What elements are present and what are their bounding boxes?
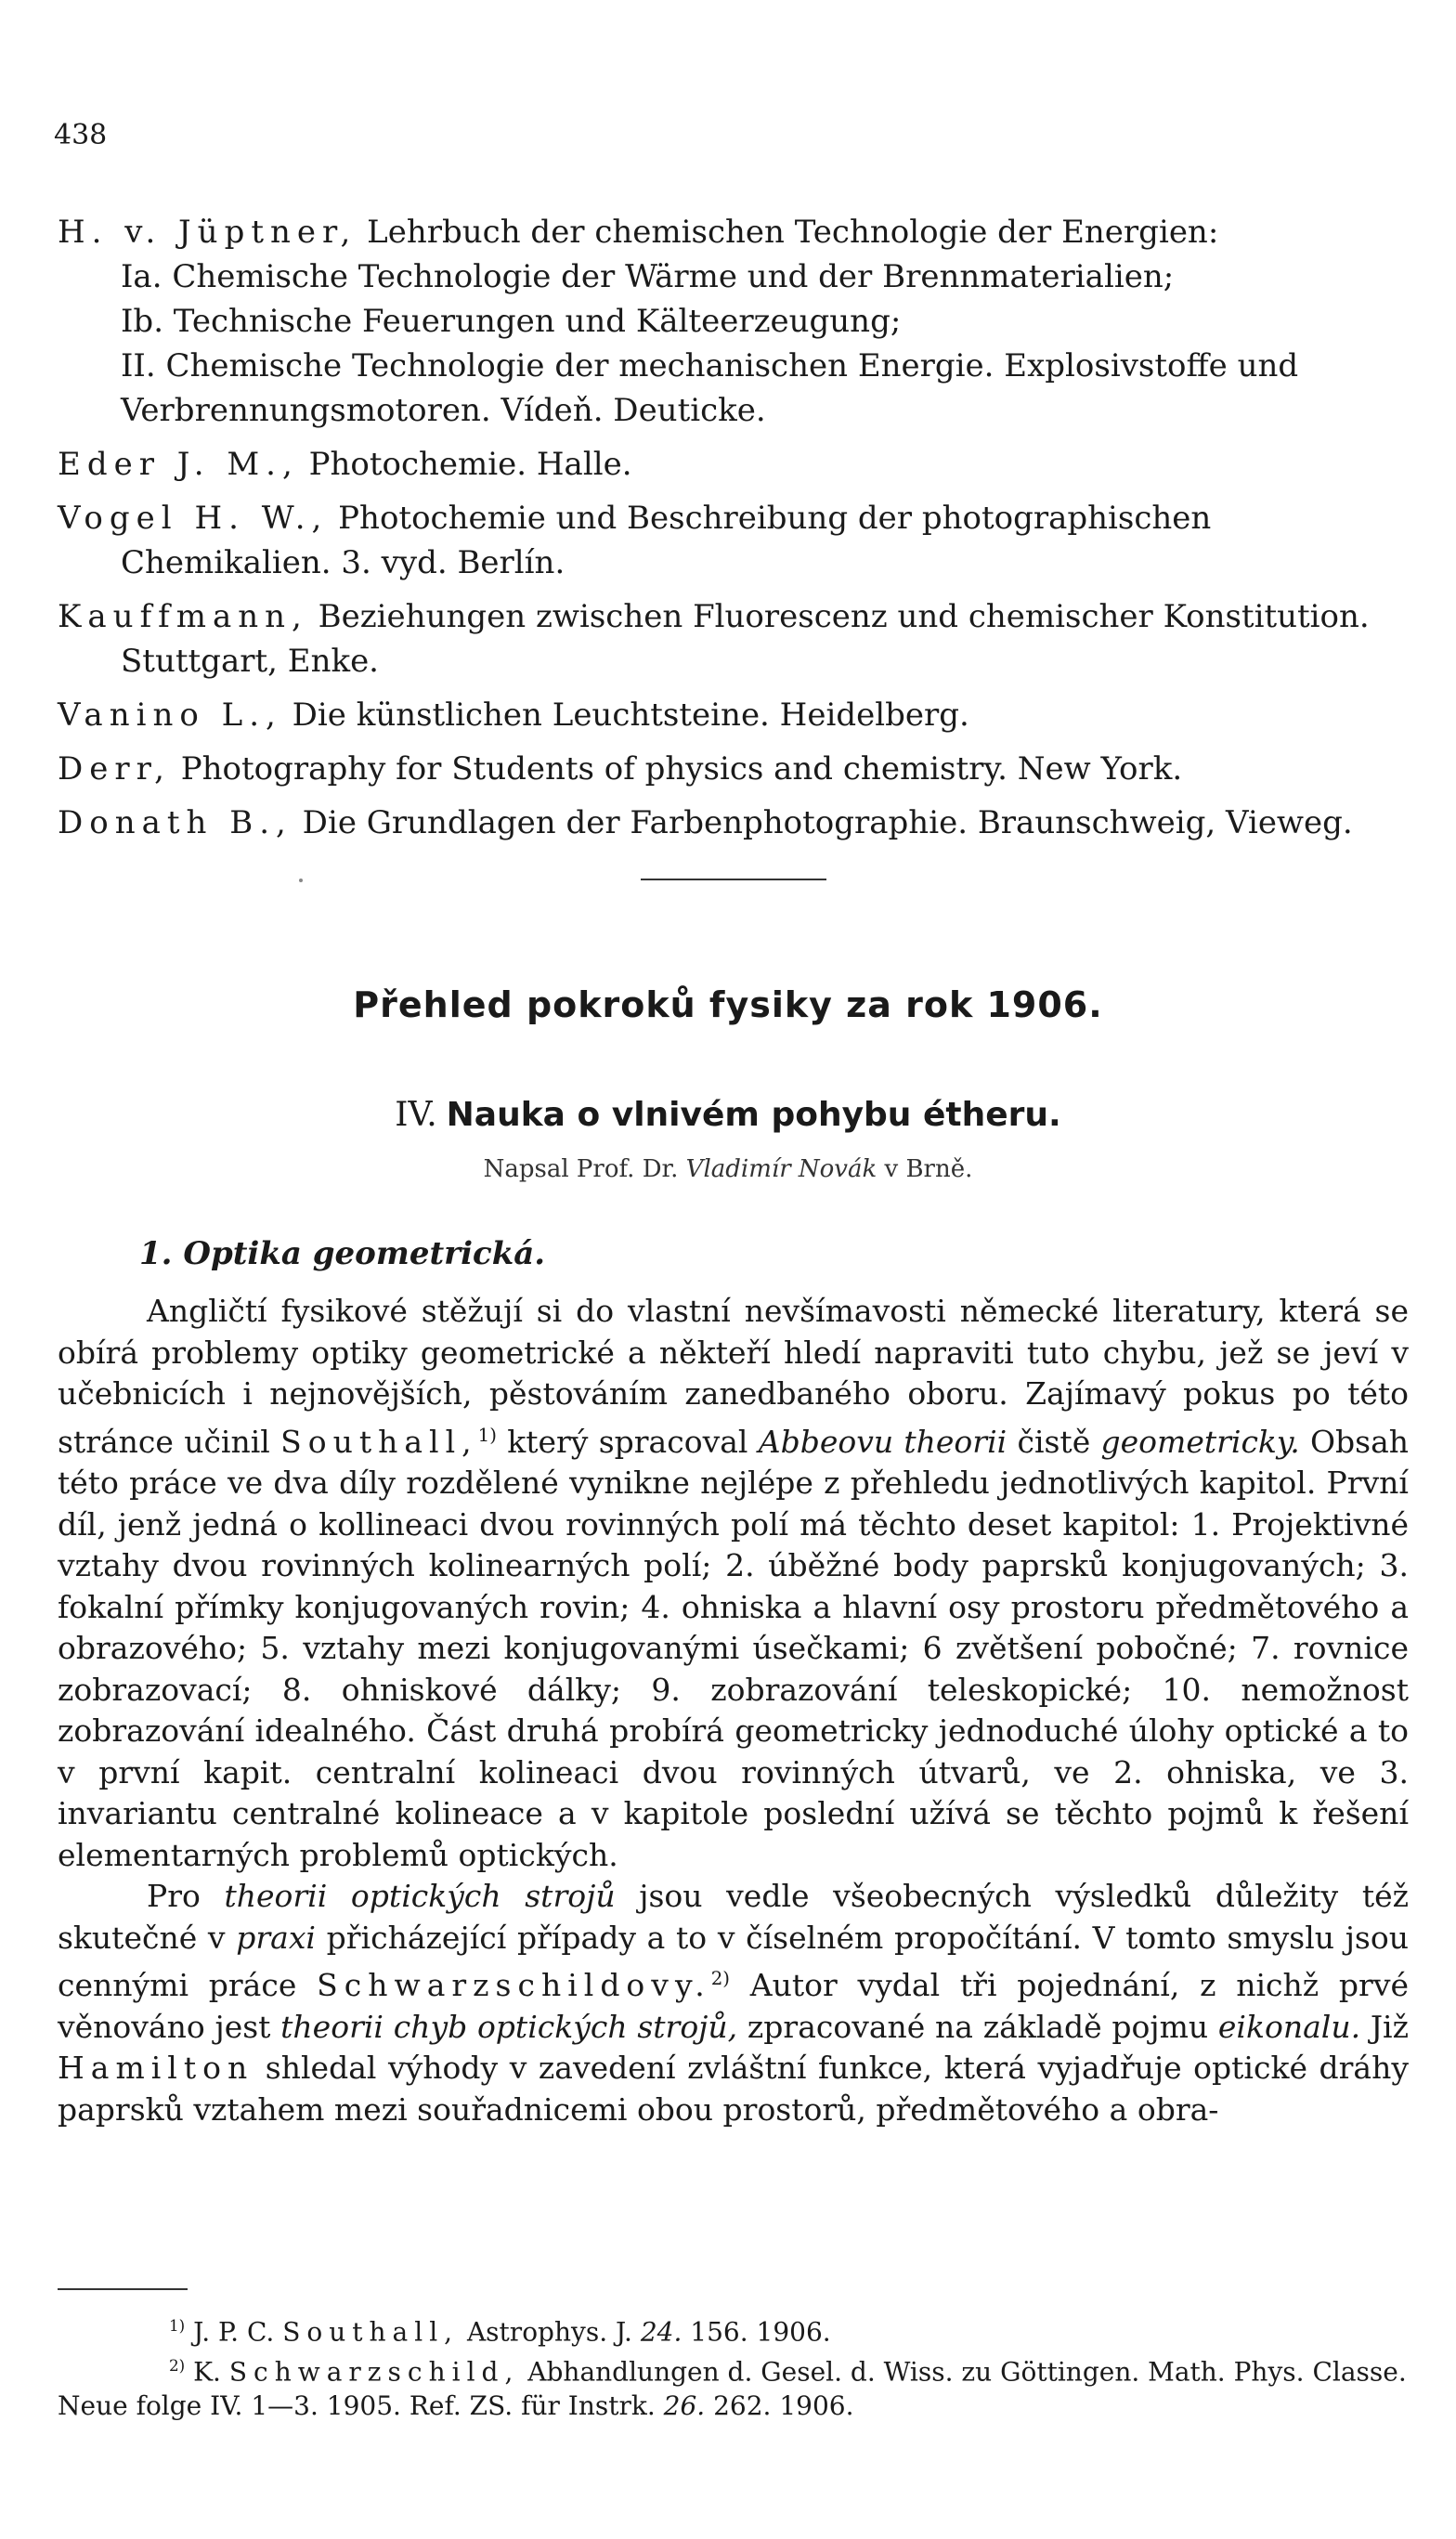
text-run: jsou vedle všeobecných výsledků důležity též skutečné v (58, 1878, 1410, 1956)
bib-entry (58, 442, 1404, 487)
bib-entry (58, 801, 1404, 845)
footnote-ref: 2) (710, 1968, 731, 1989)
author-name: Hamilton (58, 2050, 254, 2086)
bib-text: Photography for Students of physics and chemistry. New York. (170, 750, 1183, 788)
emphasis: eikonalu. (1217, 2008, 1361, 2045)
page-title: Přehled pokroků fysiky za rok 1906. (353, 984, 1103, 1025)
text-run: Abhandlungen d. Gesel. d. Wiss. zu Göttingen. Math. Phys. Classe. Neue folge IV. 1—3. 1905. Ref. ZS. für Instrk. (58, 2356, 1407, 2421)
author-name: Southall, (280, 1423, 478, 1460)
bib-text: Lehrbuch der chemischen Technologie der Energien: (357, 214, 1219, 251)
text-run: shledal výhody v zavedení zvláštní funkce, která vyjadřuje optické dráhy paprsků vztahem mezi souřadnicemi obou prostorů, předmětového a obra- (58, 2050, 1409, 2128)
section-heading: 1. Optika geometrická. (139, 1235, 546, 1272)
speck (299, 879, 303, 882)
emphasis: praxi (236, 1919, 316, 1956)
author-name: Schwarzschildovy. (317, 1967, 711, 2003)
bib-author: Donath B., (58, 804, 292, 841)
bib-entry (58, 496, 1404, 585)
bib-author: Vanino L., (58, 697, 282, 734)
footnotes (58, 2309, 1409, 2423)
paragraph (58, 1291, 1409, 1876)
volume: 24. (640, 2316, 682, 2348)
text-run: Autor vydal tři pojednání, z nichž prvé věnováno jest (58, 1967, 1409, 2045)
chapter-title: Nauka o vlnivém pohybu étheru. (446, 1096, 1061, 1134)
bibliography (58, 210, 1404, 854)
byline-author: Vladimír Novák (685, 1155, 878, 1183)
footnote (58, 2309, 1409, 2349)
emphasis: theorii chyb optických strojů, (280, 2008, 738, 2045)
bib-author: H. v. Jüptner, (58, 214, 358, 251)
body-text (58, 1291, 1409, 2130)
bib-text: Beziehungen zwischen Fluorescenz und chemischer Konstitution. Stuttgart, Enke. (121, 598, 1370, 680)
footnote-mark: 1) (169, 2316, 186, 2335)
text-run: J. P. C. (193, 2316, 283, 2348)
bib-text: Die Grundlagen der Farbenphotographie. Braunschweig, Vieweg. (292, 804, 1353, 841)
bib-text: Die künstlichen Leuchtsteine. Heidelberg. (281, 697, 969, 734)
emphasis: Abbeovu theorii (758, 1423, 1008, 1460)
bib-entry (58, 594, 1404, 684)
author-name: Southall, (282, 2316, 460, 2348)
text-run: zpracované na základě pojmu (737, 2008, 1218, 2045)
emphasis: theorii optických strojů (224, 1878, 616, 1914)
bib-entry (58, 210, 1404, 433)
author-name: Schwarzschild, (228, 2356, 520, 2388)
text-run: Již (1360, 2008, 1410, 2045)
text-run: K. (193, 2356, 229, 2388)
text-run: čistě (1007, 1423, 1101, 1460)
chapter-number: IV. (395, 1096, 437, 1134)
text-run: 262. 1906. (705, 2389, 854, 2421)
bib-author: Eder J. M., (58, 446, 299, 483)
section-divider (641, 879, 826, 880)
volume: 26. (663, 2389, 706, 2421)
byline-prefix: Napsal Prof. Dr. (483, 1155, 679, 1183)
footnote-rule (58, 2288, 188, 2290)
bib-author: Derr, (58, 750, 171, 788)
text-run: přicházející případy a to v číselném propočítání. V tomto smyslu jsou cennými práce (58, 1919, 1409, 2003)
bib-sub: II. Chemische Technologie der mechanischen Energie. Explosivstoffe und Verbrennungsmotoren. Vídeň. Deuticke. (121, 347, 1299, 429)
bib-sub: Ia. Chemische Technologie der Wärme und der Brennmaterialien; (121, 258, 1175, 295)
text-run: Pro (147, 1878, 225, 1914)
bib-author: Vogel H. W., (58, 500, 329, 537)
text-run: Obsah této práce ve dva díly rozdělené vynikne nejlépe z přehledu jednotlivých kapitol. První díl, jenž jedná o kollineaci dvou rovinných polí má těchto deset kapitol: 1. Projektivné vztahy dvou rovinných kolinearných polí; 2. úběžné body paprsků konjugovaných; 3. fokalní přímky konjugovaných rovin; 4. ohniska a hlavní osy prostoru předmětového a obrazového; 5. vztahy mezi konjugovanými úsečkami; 6 zvětšení pobočné; 7. rovnice zobrazovací; 8. ohniskové dálky; 9. zobrazování teleskopické; 10. nemožnost zobrazování idealného. Část druhá probírá geometricky jednoduché úlohy optické a to v první kapit. centralní kolineaci dvou rovinných útvarů, ve 2. ohniska, ve 3. invariantu centralné kolineace a v kapitole poslední užívá se těchto pojmů k řešení elementarných problemů optických. (58, 1423, 1410, 1873)
bib-text: Photochemie und Beschreibung der photographischen Chemikalien. 3. vyd. Berlín. (121, 500, 1212, 581)
byline-suffix: v Brně. (884, 1155, 973, 1183)
footnote (58, 2349, 1409, 2422)
bib-author: Kauffmann, (58, 598, 308, 635)
text-run: Astrophys. J. (459, 2316, 641, 2348)
footnote-mark: 2) (169, 2356, 186, 2376)
text-run: který spracoval (496, 1423, 759, 1460)
text-run: 156. 1906. (682, 2316, 831, 2348)
text-run: Angličtí fysikové stěžují si do vlastní nevšímavosti německé literatury, která se obírá problemy optiky geometrické a někteří hledí napraviti tuto chybu, jež se jeví v učebnicích i nejnovějších, pěstováním zanedbaného oboru. Zajímavý pokus po této stránce učinil (58, 1293, 1409, 1460)
emphasis: geometricky. (1100, 1423, 1300, 1460)
page-number: 438 (54, 119, 108, 151)
bib-sub: Ib. Technische Feuerungen und Kälteerzeugung; (121, 303, 902, 340)
byline (0, 1155, 1456, 1183)
bib-entry (58, 747, 1404, 791)
chapter-heading (0, 1096, 1456, 1134)
paragraph (58, 1876, 1409, 2130)
bib-text: Photochemie. Halle. (298, 446, 632, 483)
footnote-ref: 1) (477, 1424, 497, 1446)
bib-entry (58, 693, 1404, 737)
